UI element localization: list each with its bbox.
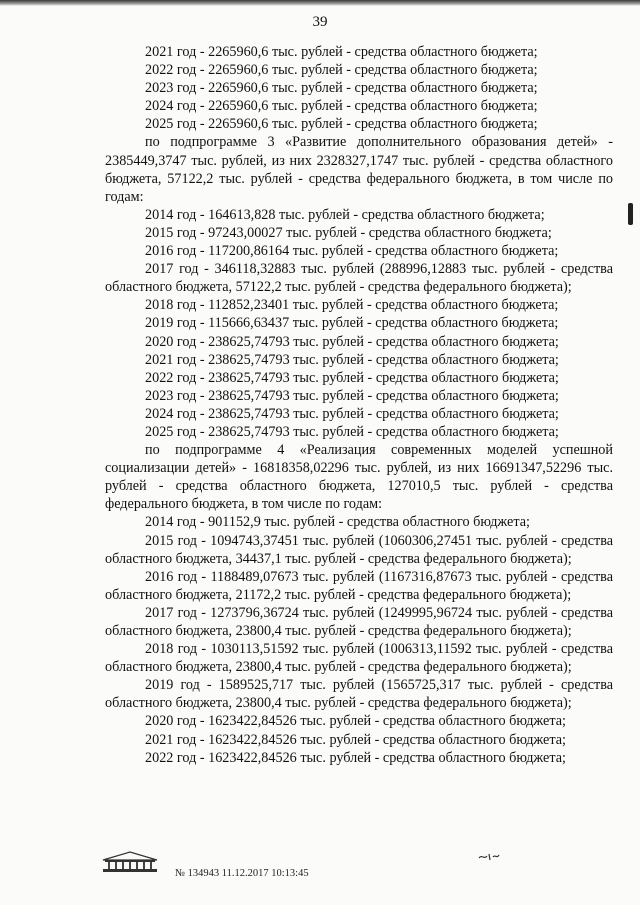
paragraph: по подпрограмме 3 «Развитие дополнительного образования детей» - 2385449,3747 тыс. рублей, из них 2328327,1747 тыс. рублей - средства областного бюджета, 57122,2 тыс. рублей - средства федерального бюджета, в том числе по годам: [105,134,613,205]
text-line: 2018 год - 112852,23401 тыс. рублей - средства областного бюджета; [145,297,559,314]
document-body [105,43,613,767]
text-line: 2022 год - 1623422,84526 тыс. рублей - средства областного бюджета; [145,749,566,766]
text-line: 2023 год - 2265960,6 тыс. рублей - средства областного бюджета; [145,80,538,97]
text-line: 2024 год - 2265960,6 тыс. рублей - средства областного бюджета; [145,98,538,115]
text-line: 2021 год - 1623422,84526 тыс. рублей - средства областного бюджета; [145,731,566,748]
page-number: 39 [312,14,328,30]
text-line: 2015 год - 97243,00027 тыс. рублей - средства областного бюджета; [145,224,552,241]
paragraph: 2015 год - 1094743,37451 тыс. рублей (1060306,27451 тыс. рублей - средства областного бюджета, 34437,1 тыс. рублей - средства федерального бюджета); [105,532,613,567]
text-line: 2022 год - 238625,74793 тыс. рублей - средства областного бюджета; [145,369,559,386]
text-line: 2023 год - 238625,74793 тыс. рублей - средства областного бюджета; [145,387,559,404]
scan-margin-mark [628,203,633,225]
text-line: 2021 год - 2265960,6 тыс. рублей - средства областного бюджета; [145,44,538,60]
text-line: 2024 год - 238625,74793 тыс. рублей - средства областного бюджета; [145,405,559,422]
paragraph: 2017 год - 346118,32883 тыс. рублей (288996,12883 тыс. рублей - средства областного бюджета, 57122,2 тыс. рублей - средства федерального бюджета); [105,261,613,296]
text-line: 2020 год - 1623422,84526 тыс. рублей - средства областного бюджета; [145,713,566,730]
scan-top-edge [0,0,640,6]
text-line: 2019 год - 115666,63437 тыс. рублей - средства областного бюджета; [145,315,559,332]
handwritten-mark-icon [477,849,501,868]
paragraph: 2018 год - 1030113,51592 тыс. рублей (1006313,11592 тыс. рублей - средства областного бюджета, 23800,4 тыс. рублей - средства федерального бюджета); [105,641,613,676]
registration-number: № 134943 11.12.2017 10:13:45 [175,868,309,879]
text-line: 2022 год - 2265960,6 тыс. рублей - средства областного бюджета; [145,62,538,79]
paragraph: 2019 год - 1589525,717 тыс. рублей (1565725,317 тыс. рублей - средства областного бюджета, 23800,4 тыс. рублей - средства федерального бюджета); [105,677,613,712]
text-line: 2025 год - 238625,74793 тыс. рублей - средства областного бюджета; [145,423,559,440]
text-line: 2014 год - 901152,9 тыс. рублей - средства областного бюджета; [145,514,530,531]
building-stamp-icon [95,849,165,875]
text-line: 2016 год - 117200,86164 тыс. рублей - средства областного бюджета; [145,243,559,260]
paragraph: 2017 год - 1273796,36724 тыс. рублей (1249995,96724 тыс. рублей - средства областного бюджета, 23800,4 тыс. рублей - средства федерального бюджета); [105,604,613,639]
text-line: 2014 год - 164613,828 тыс. рублей - средства областного бюджета; [145,206,545,223]
text-line: 2021 год - 238625,74793 тыс. рублей - средства областного бюджета; [145,351,559,368]
text-line: 2025 год - 2265960,6 тыс. рублей - средства областного бюджета; [145,116,538,133]
paragraph: 2016 год - 1188489,07673 тыс. рублей (1167316,87673 тыс. рублей - средства областного бюджета, 21172,2 тыс. рублей - средства федерального бюджета); [105,568,613,603]
paragraph: по подпрограмме 4 «Реализация современных моделей успешной социализации детей» - 16818358,02296 тыс. рублей, из них 16691347,52296 тыс. рублей - средства областного бюджета, 127010,5 тыс. рублей - средства федерального бюджета, в том числе по годам: [105,442,613,513]
text-line: 2020 год - 238625,74793 тыс. рублей - средства областного бюджета; [145,333,559,350]
